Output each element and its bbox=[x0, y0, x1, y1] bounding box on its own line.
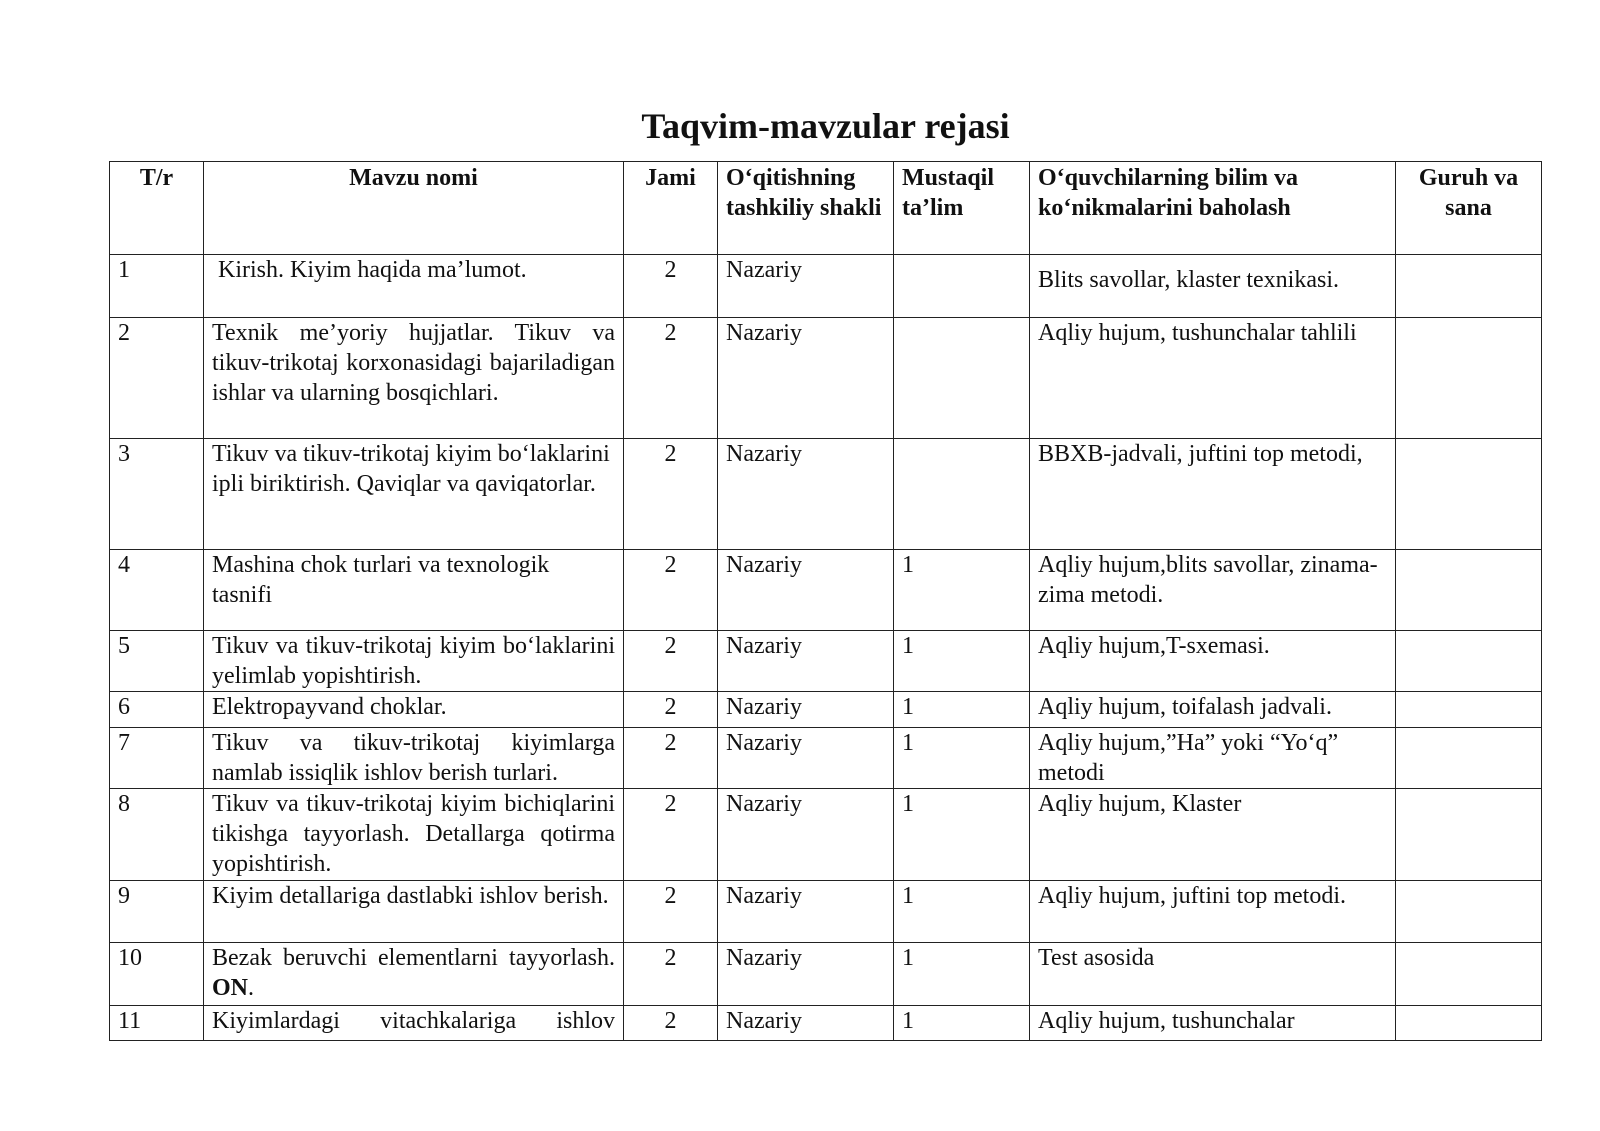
cell-assessment: Aqliy hujum, toifalash jadvali. bbox=[1030, 692, 1396, 728]
table-header-row bbox=[110, 162, 1542, 255]
cell-group-date bbox=[1396, 1006, 1542, 1041]
cell-form: Nazariy bbox=[718, 439, 894, 550]
cell-self-study: 1 bbox=[894, 1006, 1030, 1041]
cell-topic: Tikuv va tikuv-trikotaj kiyim bo‘laklarini ipli biriktirish. Qaviqlar va qaviqatorlar. bbox=[204, 439, 624, 550]
cell-assessment: Aqliy hujum, Klaster bbox=[1030, 789, 1396, 881]
cell-num: 2 bbox=[110, 318, 204, 439]
cell-self-study: 1 bbox=[894, 692, 1030, 728]
cell-group-date bbox=[1396, 728, 1542, 789]
cell-self-study bbox=[894, 439, 1030, 550]
cell-group-date bbox=[1396, 439, 1542, 550]
cell-self-study: 1 bbox=[894, 881, 1030, 943]
schedule-table bbox=[109, 161, 1542, 1041]
cell-group-date bbox=[1396, 789, 1542, 881]
cell-num: 7 bbox=[110, 728, 204, 789]
table-row bbox=[110, 789, 1542, 881]
cell-total: 2 bbox=[624, 692, 718, 728]
cell-self-study: 1 bbox=[894, 550, 1030, 631]
cell-group-date bbox=[1396, 318, 1542, 439]
topic-tail-text: . bbox=[248, 975, 254, 1001]
cell-form: Nazariy bbox=[718, 255, 894, 318]
cell-group-date bbox=[1396, 943, 1542, 1006]
page-title: Taqvim-mavzular rejasi bbox=[641, 106, 1010, 146]
cell-topic: Tikuv va tikuv-trikotaj kiyimlarga namlab issiqlik ishlov berish turlari. bbox=[204, 728, 624, 789]
cell-self-study bbox=[894, 255, 1030, 318]
header-num: T/r bbox=[110, 162, 204, 255]
cell-topic: Elektropayvand choklar. bbox=[204, 692, 624, 728]
cell-num: 5 bbox=[110, 631, 204, 692]
cell-form: Nazariy bbox=[718, 1006, 894, 1041]
cell-topic: Tikuv va tikuv-trikotaj kiyim bo‘laklarini yelimlab yopishtirish. bbox=[204, 631, 624, 692]
header-assessment: O‘quvchilarning bilim va ko‘nikmalarini baholash bbox=[1030, 162, 1396, 255]
cell-total: 2 bbox=[624, 631, 718, 692]
cell-num: 4 bbox=[110, 550, 204, 631]
cell-assessment: Aqliy hujum,blits savollar, zinama-zima metodi. bbox=[1030, 550, 1396, 631]
cell-total: 2 bbox=[624, 943, 718, 1006]
cell-assessment: Aqliy hujum, tushunchalar tahlili bbox=[1030, 318, 1396, 439]
topic-text: Bezak beruvchi elementlarni tayyorlash. bbox=[212, 945, 615, 971]
table-row bbox=[110, 728, 1542, 789]
cell-topic: Kiyimlardagi vitachkalariga ishlov bbox=[204, 1006, 624, 1041]
cell-form: Nazariy bbox=[718, 631, 894, 692]
cell-total: 2 bbox=[624, 255, 718, 318]
table-row bbox=[110, 318, 1542, 439]
cell-self-study: 1 bbox=[894, 789, 1030, 881]
table-row bbox=[110, 439, 1542, 550]
topic-bold-text: ON bbox=[212, 975, 248, 1001]
cell-form: Nazariy bbox=[718, 728, 894, 789]
cell-self-study: 1 bbox=[894, 631, 1030, 692]
cell-assessment: Aqliy hujum,T-sxemasi. bbox=[1030, 631, 1396, 692]
cell-self-study: 1 bbox=[894, 943, 1030, 1006]
cell-form: Nazariy bbox=[718, 318, 894, 439]
table-row bbox=[110, 692, 1542, 728]
cell-group-date bbox=[1396, 550, 1542, 631]
cell-total: 2 bbox=[624, 728, 718, 789]
header-topic: Mavzu nomi bbox=[204, 162, 624, 255]
table-row bbox=[110, 255, 1542, 318]
cell-topic: Kiyim detallariga dastlabki ishlov berish. bbox=[204, 881, 624, 943]
cell-self-study: 1 bbox=[894, 728, 1030, 789]
cell-topic: Tikuv va tikuv-trikotaj kiyim bichiqlarini tikishga tayyorlash. Detallarga qotirma yopishtirish. bbox=[204, 789, 624, 881]
cell-group-date bbox=[1396, 881, 1542, 943]
cell-assessment: Aqliy hujum, tushunchalar bbox=[1030, 1006, 1396, 1041]
cell-form: Nazariy bbox=[718, 881, 894, 943]
cell-group-date bbox=[1396, 631, 1542, 692]
cell-assessment: Aqliy hujum, juftini top metodi. bbox=[1030, 881, 1396, 943]
cell-assessment: Aqliy hujum,”Ha” yoki “Yo‘q” metodi bbox=[1030, 728, 1396, 789]
cell-assessment: Test asosida bbox=[1030, 943, 1396, 1006]
cell-topic: Mashina chok turlari va texnologik tasnifi bbox=[204, 550, 624, 631]
cell-group-date bbox=[1396, 692, 1542, 728]
cell-form: Nazariy bbox=[718, 692, 894, 728]
cell-topic: Kirish. Kiyim haqida ma’lumot. bbox=[204, 255, 624, 318]
cell-self-study bbox=[894, 318, 1030, 439]
header-group-date: Guruh va sana bbox=[1396, 162, 1542, 255]
cell-num: 9 bbox=[110, 881, 204, 943]
cell-topic bbox=[204, 943, 624, 1006]
table-row bbox=[110, 550, 1542, 631]
cell-num: 1 bbox=[110, 255, 204, 318]
cell-num: 10 bbox=[110, 943, 204, 1006]
header-form: O‘qitishning tashkiliy shakli bbox=[718, 162, 894, 255]
cell-total: 2 bbox=[624, 881, 718, 943]
table-row bbox=[110, 881, 1542, 943]
cell-total: 2 bbox=[624, 1006, 718, 1041]
cell-form: Nazariy bbox=[718, 789, 894, 881]
cell-num: 3 bbox=[110, 439, 204, 550]
cell-total: 2 bbox=[624, 439, 718, 550]
cell-assessment: Blits savollar, klaster texnikasi. bbox=[1030, 255, 1396, 318]
cell-form: Nazariy bbox=[718, 943, 894, 1006]
table-row bbox=[110, 1006, 1542, 1041]
cell-num: 11 bbox=[110, 1006, 204, 1041]
cell-total: 2 bbox=[624, 318, 718, 439]
cell-num: 8 bbox=[110, 789, 204, 881]
table-row bbox=[110, 943, 1542, 1006]
cell-topic: Texnik me’yoriy hujjatlar. Tikuv va tikuv-trikotaj korxonasidagi bajariladigan ishlar va ularning bosqichlari. bbox=[204, 318, 624, 439]
cell-total: 2 bbox=[624, 789, 718, 881]
table-row bbox=[110, 631, 1542, 692]
cell-group-date bbox=[1396, 255, 1542, 318]
header-self-study: Mustaqil ta’lim bbox=[894, 162, 1030, 255]
cell-assessment: BBXB-jadvali, juftini top metodi, bbox=[1030, 439, 1396, 550]
cell-total: 2 bbox=[624, 550, 718, 631]
cell-num: 6 bbox=[110, 692, 204, 728]
cell-form: Nazariy bbox=[718, 550, 894, 631]
header-total: Jami bbox=[624, 162, 718, 255]
